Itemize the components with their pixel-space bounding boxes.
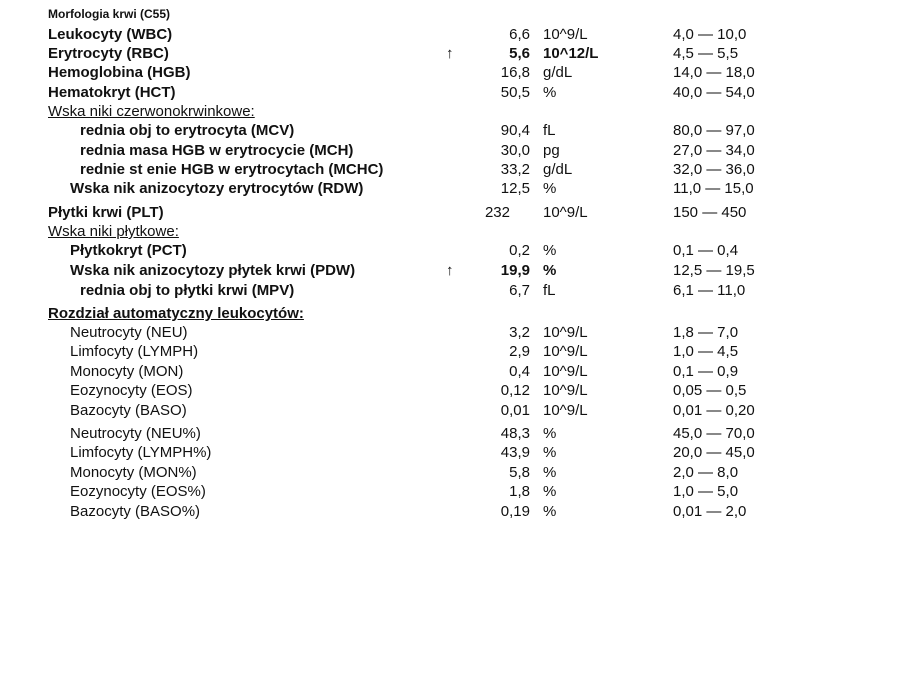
result-row <box>0 381 920 400</box>
result-value: 12,5 <box>500 180 530 197</box>
reference-range: 4,0 — 10,0 <box>673 26 747 43</box>
result-value: 90,4 <box>500 122 530 139</box>
result-value: 232 <box>484 204 510 221</box>
result-unit: 10^9/L <box>543 204 588 221</box>
test-name: rednia obj to erytrocyta (MCV) <box>80 122 295 139</box>
result-value: 0,01 <box>500 402 530 419</box>
result-value: 48,3 <box>500 425 530 442</box>
result-value: 50,5 <box>500 84 530 101</box>
test-name: Erytrocyty (RBC) <box>48 45 169 62</box>
test-name: Monocyty (MON) <box>70 363 184 380</box>
reference-range: 0,1 — 0,4 <box>673 242 739 259</box>
result-value: 16,8 <box>500 64 530 81</box>
result-unit: 10^12/L <box>543 45 599 62</box>
result-row <box>0 342 920 361</box>
reference-range: 80,0 — 97,0 <box>673 122 755 139</box>
result-value: 33,2 <box>500 161 530 178</box>
result-value: 43,9 <box>500 444 530 461</box>
subheader-label: Wska niki płytkowe: <box>48 223 179 240</box>
abnormal-flag-icon: ↑ <box>446 262 454 279</box>
result-row <box>0 362 920 381</box>
result-unit: 10^9/L <box>543 343 588 360</box>
result-value: 6,7 <box>509 282 530 299</box>
result-value: 30,0 <box>500 142 530 159</box>
test-name: Neutrocyty (NEU) <box>70 324 188 341</box>
section-title-text: Morfologia krwi (C55) <box>48 7 171 21</box>
result-unit: g/dL <box>543 64 573 81</box>
reference-range: 12,5 — 19,5 <box>673 262 755 279</box>
test-name: Płytkokryt (PCT) <box>70 242 187 259</box>
reference-range: 4,5 — 5,5 <box>673 45 739 62</box>
test-name: Płytki krwi (PLT) <box>48 204 164 221</box>
result-unit: % <box>543 503 557 520</box>
reference-range: 27,0 — 34,0 <box>673 142 755 159</box>
result-unit: % <box>543 84 557 101</box>
result-value: 3,2 <box>509 324 530 341</box>
result-unit: % <box>543 262 557 279</box>
result-value: 1,8 <box>509 483 530 500</box>
reference-range: 1,0 — 5,0 <box>673 483 739 500</box>
result-row <box>0 323 920 342</box>
reference-range: 20,0 — 45,0 <box>673 444 755 461</box>
result-row <box>0 141 920 160</box>
result-row <box>0 463 920 482</box>
abnormal-flag-icon: ↑ <box>446 45 454 62</box>
test-name: Hematokryt (HCT) <box>48 84 176 101</box>
result-row <box>0 83 920 102</box>
result-value: 0,19 <box>500 503 530 520</box>
result-row <box>0 281 920 300</box>
result-unit: 10^9/L <box>543 324 588 341</box>
result-row <box>0 261 920 280</box>
result-unit: % <box>543 242 557 259</box>
subheader-label: Wska niki czerwonokrwinkowe: <box>48 103 255 120</box>
result-row <box>0 482 920 501</box>
result-row <box>0 502 920 521</box>
section-title <box>0 5 920 24</box>
reference-range: 1,0 — 4,5 <box>673 343 739 360</box>
result-unit: % <box>543 180 557 197</box>
reference-range: 0,01 — 2,0 <box>673 503 747 520</box>
result-unit: fL <box>543 282 556 299</box>
result-row <box>0 44 920 63</box>
subheader-label: Rozdział automatyczny leukocytów: <box>48 305 304 322</box>
result-unit: % <box>543 444 557 461</box>
test-name: Limfocyty (LYMPH%) <box>70 444 212 461</box>
reference-range: 32,0 — 36,0 <box>673 161 755 178</box>
reference-range: 2,0 — 8,0 <box>673 464 739 481</box>
result-row <box>0 63 920 82</box>
result-unit: % <box>543 425 557 442</box>
result-unit: 10^9/L <box>543 382 588 399</box>
section-subheader <box>0 304 920 323</box>
test-name: Neutrocyty (NEU%) <box>70 425 201 442</box>
test-name: Hemoglobina (HGB) <box>48 64 191 81</box>
result-unit: 10^9/L <box>543 363 588 380</box>
reference-range: 0,01 — 0,20 <box>673 402 755 419</box>
reference-range: 45,0 — 70,0 <box>673 425 755 442</box>
reference-range: 0,05 — 0,5 <box>673 382 747 399</box>
result-unit: % <box>543 483 557 500</box>
result-row <box>0 160 920 179</box>
reference-range: 6,1 — 11,0 <box>673 282 746 299</box>
result-value: 2,9 <box>509 343 530 360</box>
reference-range: 40,0 — 54,0 <box>673 84 755 101</box>
test-name: Bazocyty (BASO%) <box>70 503 201 520</box>
result-unit: % <box>543 464 557 481</box>
result-value: 0,12 <box>500 382 530 399</box>
result-row <box>0 241 920 260</box>
test-name: Eozynocyty (EOS) <box>70 382 193 399</box>
result-row <box>0 179 920 198</box>
result-row <box>0 424 920 443</box>
result-value: 0,2 <box>509 242 530 259</box>
reference-range: 0,1 — 0,9 <box>673 363 739 380</box>
test-name: rednia masa HGB w erytrocycie (MCH) <box>80 142 354 159</box>
test-name: Monocyty (MON%) <box>70 464 197 481</box>
reference-range: 1,8 — 7,0 <box>673 324 739 341</box>
result-unit: pg <box>543 142 560 159</box>
test-name: Wska nik anizocytozy płytek krwi (PDW) <box>70 262 356 279</box>
result-value: 5,8 <box>509 464 530 481</box>
result-value: 19,9 <box>500 262 530 279</box>
result-value: 0,4 <box>509 363 530 380</box>
result-row <box>0 443 920 462</box>
result-row <box>0 203 920 222</box>
result-value: 6,6 <box>509 26 530 43</box>
test-name: Limfocyty (LYMPH) <box>70 343 199 360</box>
test-name: Leukocyty (WBC) <box>48 26 173 43</box>
section-subheader <box>0 222 920 241</box>
result-unit: g/dL <box>543 161 573 178</box>
result-row <box>0 121 920 140</box>
test-name: Bazocyty (BASO) <box>70 402 187 419</box>
reference-range: 150 — 450 <box>673 204 747 221</box>
result-unit: fL <box>543 122 556 139</box>
result-row <box>0 401 920 420</box>
test-name: Wska nik anizocytozy erytrocytów (RDW) <box>70 180 364 197</box>
result-row <box>0 25 920 44</box>
section-subheader <box>0 102 920 121</box>
test-name: rednie st enie HGB w erytrocytach (MCHC) <box>80 161 384 178</box>
result-unit: 10^9/L <box>543 402 588 419</box>
reference-range: 11,0 — 15,0 <box>673 180 754 197</box>
result-unit: 10^9/L <box>543 26 588 43</box>
result-value: 5,6 <box>509 45 530 62</box>
reference-range: 14,0 — 18,0 <box>673 64 755 81</box>
test-name: Eozynocyty (EOS%) <box>70 483 206 500</box>
test-name: rednia obj to płytki krwi (MPV) <box>80 282 295 299</box>
